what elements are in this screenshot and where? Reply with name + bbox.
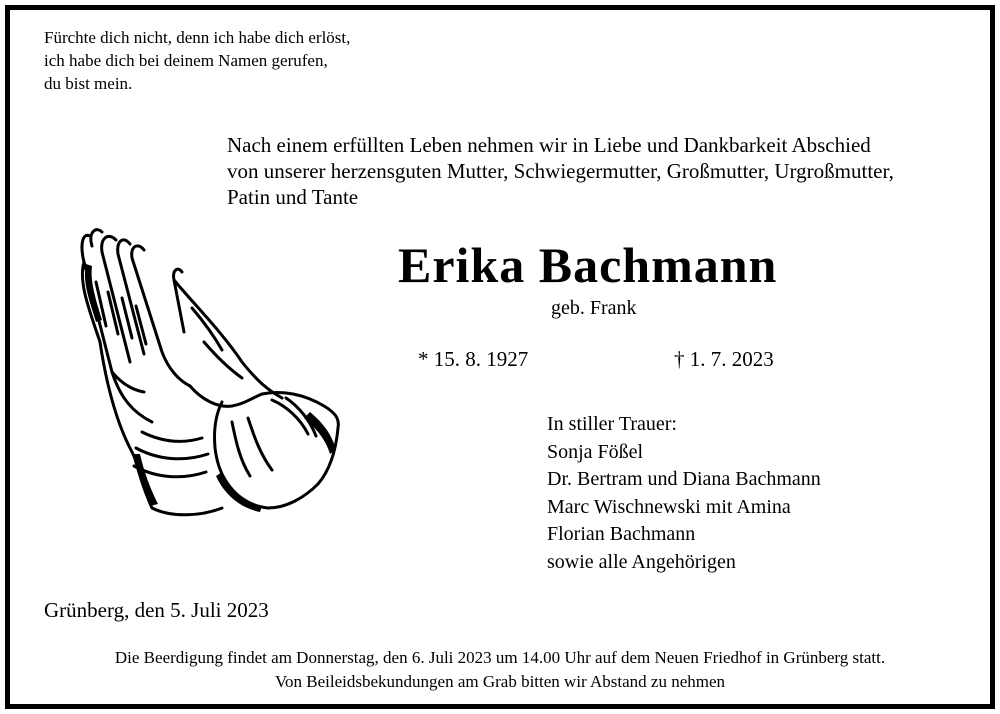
mourner-name: Sonja Fößel	[547, 440, 644, 463]
mourners-heading: In stiller Trauer:	[547, 413, 677, 435]
deceased-name: Erika Bachmann	[398, 237, 778, 293]
mourner-name: Florian Bachmann	[547, 523, 696, 545]
intro-line: Nach einem erfüllten Leben nehmen wir in Liebe und Dankbarkeit Abschied	[227, 133, 871, 157]
birth-date: * 15. 8. 1927	[418, 347, 529, 371]
intro-text	[227, 132, 894, 210]
mourner-name: Dr. Bertram und Diana Bachmann	[547, 468, 821, 490]
notice-line: Die Beerdigung findet am Donnerstag, den 6. Juli 2023 um 14.00 Uhr auf dem Neuen Friedhof in Grünberg statt.	[114, 648, 886, 667]
obituary-notice	[5, 5, 995, 709]
verse-line: du bist mein.	[44, 74, 133, 93]
death-date: † 1. 7. 2023	[674, 347, 774, 371]
mourners-list	[547, 411, 821, 576]
intro-line: von unserer herzensguten Mutter, Schwiegermutter, Großmutter, Urgroßmutter,	[227, 159, 894, 183]
verse-line: ich habe dich bei deinem Namen gerufen,	[44, 51, 328, 70]
mourner-name: sowie alle Angehörigen	[547, 550, 736, 573]
notice-line: Von Beileidsbekundungen am Grab bitten wir Abstand zu nehmen	[274, 672, 726, 691]
praying-hands-icon	[72, 222, 342, 522]
verse-line: Fürchte dich nicht, denn ich habe dich erlöst,	[44, 28, 351, 47]
bible-verse	[44, 26, 350, 95]
intro-line: Patin und Tante	[227, 185, 359, 209]
maiden-name: geb. Frank	[551, 297, 637, 319]
mourner-name: Marc Wischnewski mit Amina	[547, 495, 791, 518]
place-and-date: Grünberg, den 5. Juli 2023	[44, 598, 269, 622]
funeral-notice	[10, 646, 990, 694]
